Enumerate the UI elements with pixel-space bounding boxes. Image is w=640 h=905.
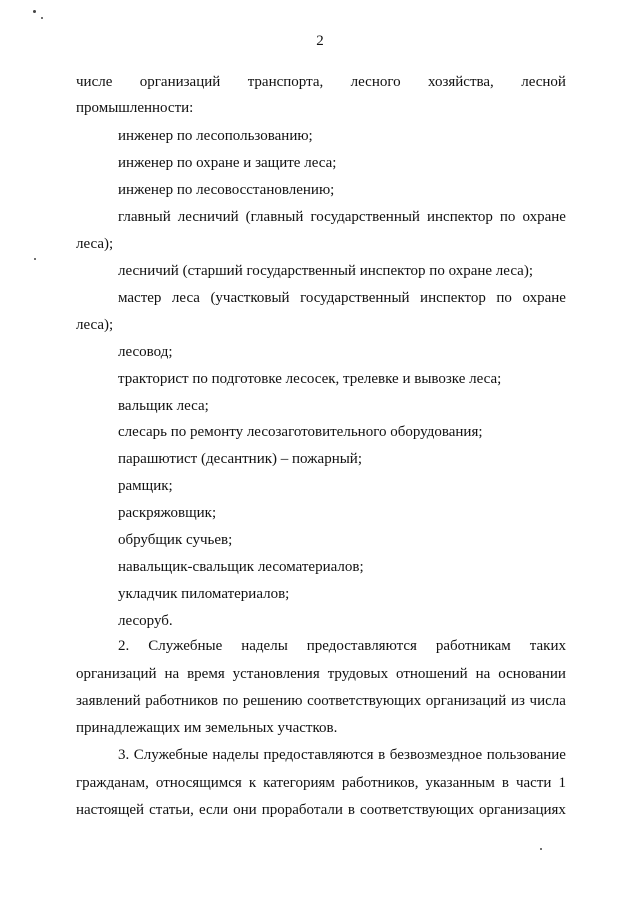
word: транспорта, <box>247 74 324 90</box>
word: из <box>510 693 525 709</box>
word: мастер <box>118 290 162 306</box>
word: инспектор <box>420 290 486 306</box>
word: инспектор <box>427 209 493 225</box>
text-line <box>76 73 566 91</box>
text-line <box>118 637 566 655</box>
word: лесной <box>521 74 566 90</box>
word: охране <box>522 209 566 225</box>
word: в <box>501 775 509 791</box>
word: заявлений <box>76 693 141 709</box>
text-line: парашютист (десантник) – пожарный; <box>118 451 362 467</box>
text-line <box>118 208 566 226</box>
text-line <box>76 692 566 710</box>
text-line: промышленности: <box>76 100 194 116</box>
word: Служебные <box>133 747 208 763</box>
text-line: навальщик-свальщик лесоматериалов; <box>118 559 364 575</box>
word: государственный <box>310 209 420 225</box>
word: по <box>222 693 239 709</box>
text-line: тракторист по подготовке лесосек, трелевке и вывозке леса; <box>118 371 502 387</box>
word: на <box>475 666 491 682</box>
text-line: обрубщик сучьев; <box>118 532 233 548</box>
word: числе <box>76 74 113 90</box>
word: время <box>187 666 225 682</box>
word: пользование <box>486 747 566 763</box>
word: организациях <box>479 802 566 818</box>
word: если <box>198 802 229 818</box>
word: леса <box>171 290 200 306</box>
word: по <box>496 290 512 306</box>
text-line <box>118 746 566 764</box>
text-line: лесовод; <box>118 344 173 360</box>
scan-speck <box>34 258 36 260</box>
scan-speck <box>41 17 43 19</box>
text-line: рамщик; <box>118 478 173 494</box>
word: соответствующих <box>360 802 475 818</box>
word: работников, <box>341 775 419 791</box>
word: на <box>164 666 180 682</box>
text-line <box>76 774 566 792</box>
word: лесного <box>350 74 401 90</box>
word: предоставляются <box>306 638 417 654</box>
word: проработали <box>261 802 343 818</box>
word: работникам <box>435 638 511 654</box>
word: Служебные <box>148 638 223 654</box>
text-line: вальщик леса; <box>118 398 209 414</box>
word: установления <box>232 666 320 682</box>
text-line: раскряжовщик; <box>118 505 217 521</box>
text-line: укладчик пиломатериалов; <box>118 586 290 602</box>
scan-speck <box>33 10 36 13</box>
word: отношений <box>396 666 468 682</box>
word: безвозмездное <box>389 747 483 763</box>
word: таких <box>529 638 566 654</box>
word: по <box>499 209 516 225</box>
word: организаций <box>139 74 221 90</box>
text-line: слесарь по ремонту лесозаготовительного оборудования; <box>118 424 483 440</box>
word: относящимся <box>155 775 242 791</box>
text-line: инженер по охране и защите леса; <box>118 155 337 171</box>
word: настоящей <box>76 802 145 818</box>
word: организаций <box>76 666 157 682</box>
text-line: принадлежащих им земельных участков. <box>76 720 338 736</box>
word: наделы <box>241 638 288 654</box>
word: соответствующих <box>307 693 422 709</box>
word: указанным <box>425 775 495 791</box>
word: организаций <box>425 693 507 709</box>
word: части <box>515 775 552 791</box>
word: 2. <box>118 638 130 654</box>
text-line <box>76 801 566 819</box>
text-line: леса); <box>76 317 114 333</box>
text-line: лесоруб. <box>118 613 173 629</box>
word: охране <box>522 290 566 306</box>
scan-speck <box>540 848 542 850</box>
word: главный <box>118 209 171 225</box>
word: числа <box>529 693 566 709</box>
word: 3. <box>118 747 130 763</box>
word: наделы <box>212 747 259 763</box>
text-line <box>76 665 566 683</box>
text-line: лесничий (старший государственный инспектор по охране леса); <box>118 263 533 279</box>
word: основании <box>498 666 566 682</box>
word: гражданам, <box>76 775 149 791</box>
word: 1 <box>558 775 566 791</box>
word: категориям <box>263 775 335 791</box>
word: работников <box>145 693 219 709</box>
text-line <box>118 289 566 307</box>
text-line: леса); <box>76 236 114 252</box>
word: государственный <box>300 290 410 306</box>
word: в <box>347 802 356 818</box>
text-line: инженер по лесопользованию; <box>118 128 313 144</box>
word: (участковый <box>210 290 290 306</box>
page-number: 2 <box>316 33 324 49</box>
word: хозяйства, <box>428 74 494 90</box>
word: статьи, <box>149 802 194 818</box>
word: к <box>248 775 257 791</box>
word: в <box>378 747 386 763</box>
word: они <box>233 802 257 818</box>
text-line: инженер по лесовосстановлению; <box>118 182 335 198</box>
word: решению <box>242 693 303 709</box>
word: предоставляются <box>263 747 374 763</box>
word: (главный <box>245 209 304 225</box>
word: трудовых <box>327 666 389 682</box>
word: лесничий <box>177 209 239 225</box>
